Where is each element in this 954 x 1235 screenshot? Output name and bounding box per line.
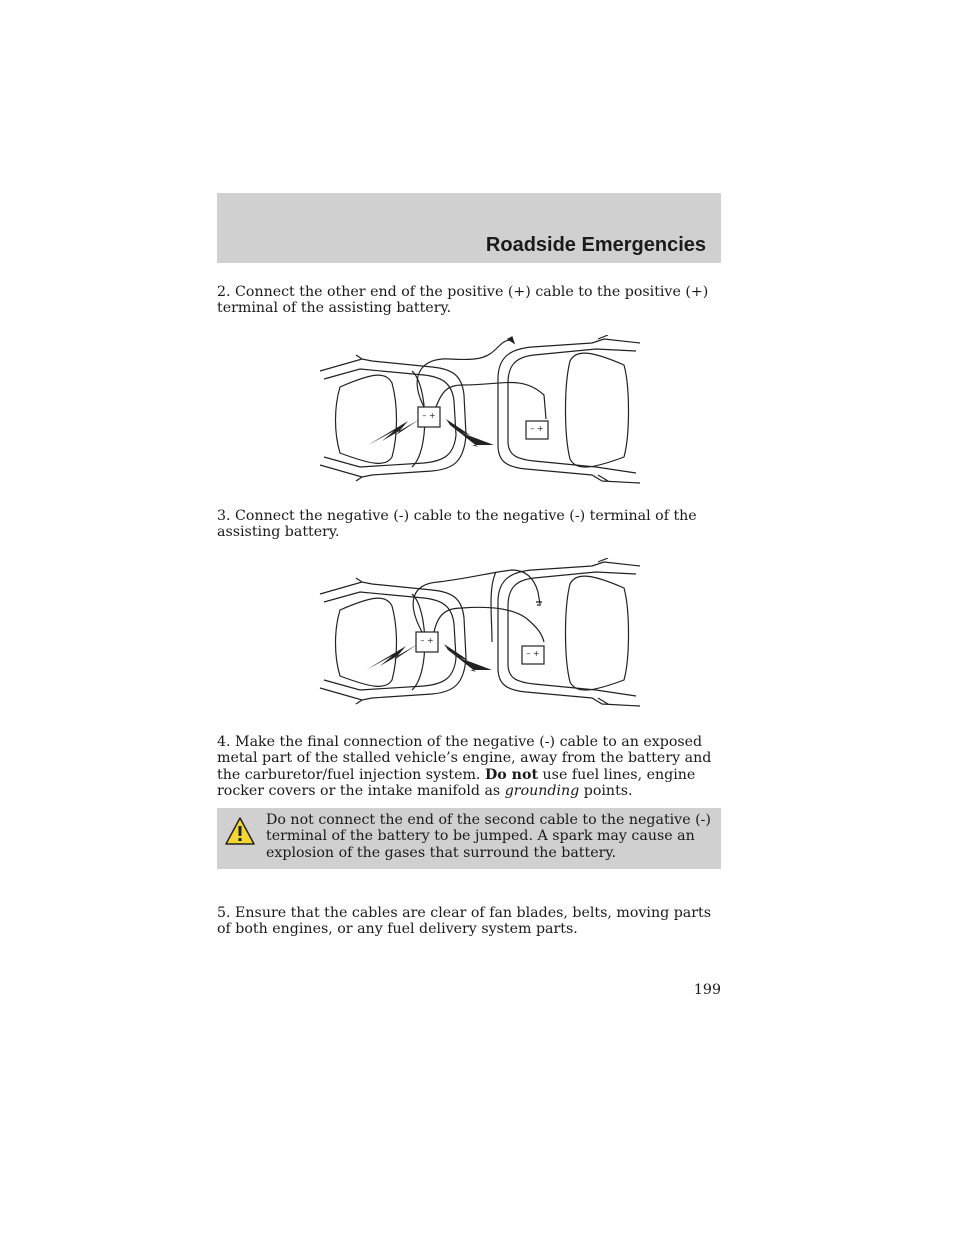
jump-start-diagram-step-2 [312,335,648,495]
warning-text: Do not connect the end of the second cable to the negative (-) terminal of the battery to be jumped. A spark may cause an explosion of the gases that surround the battery. [266,812,711,861]
step-5-text: 5. Ensure that the cables are clear of fan blades, belts, moving parts of both engines, or any fuel delivery system parts. [217,905,711,938]
jumper-cables [413,570,544,642]
step-4-italic: grounding [504,783,580,800]
battery-terminal-labels: – + [422,411,436,420]
warning-triangle-icon [224,816,256,846]
step-4-text-part3: points. [583,783,633,800]
step-4-bold: Do not [484,766,539,783]
warning-box [217,808,721,869]
step-4-text-part2: use fuel lines, engine rocker covers or the intake manifold as [217,766,696,800]
stalled-vehicle [320,355,466,481]
section-header-band [217,193,721,263]
assisting-vehicle [498,558,640,706]
step-2-text: 2. Connect the other end of the positive (+) cable to the positive (+) terminal of the assisting battery. [217,284,709,317]
stalled-battery [416,632,438,652]
step-4-text-part1: 4. Make the final connection of the negative (-) cable to an exposed metal part of the stalled vehicle’s engine, away from the battery and the carburetor/fuel injection system. [217,734,712,783]
battery-terminal-labels: – + [530,424,544,433]
step-3-text: 3. Connect the negative (-) cable to the negative (-) terminal of the assisting battery. [217,508,697,541]
assisting-battery [522,646,544,664]
assisting-battery [526,421,548,439]
page-number: 199 [693,982,721,998]
stalled-vehicle [320,578,466,704]
step-4-text [217,734,721,800]
assisting-vehicle [498,335,640,483]
stalled-battery [418,407,440,427]
battery-terminal-labels: – + [526,649,540,658]
jump-start-diagram-step-3 [312,558,648,718]
section-title: Roadside Emergencies [485,234,706,256]
battery-terminal-labels: – + [420,636,434,645]
